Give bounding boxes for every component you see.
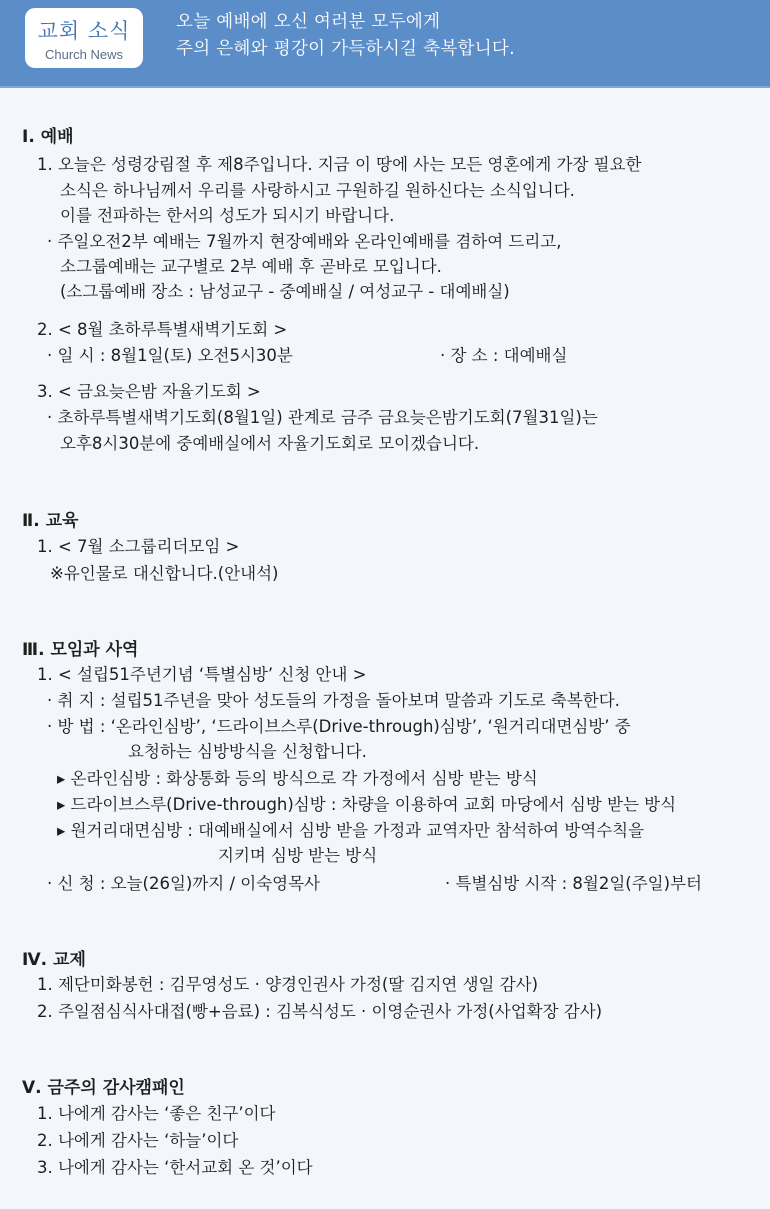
worship-item-2-place: · 장 소 : 대예배실 — [440, 346, 568, 365]
worship-item-1-line-3: 이를 전파하는 한서의 성도가 되시기 바랍니다. — [60, 206, 395, 225]
worship-item-3-line-1: · 초하루특별새벽기도회(8월1일) 관계로 금주 금요늦은밤기도회(7월31일)는 — [47, 408, 598, 427]
section-title-education: Ⅱ. 교육 — [22, 511, 79, 531]
worship-item-2-datetime: · 일 시 : 8월1일(토) 오전5시30분 — [47, 346, 293, 365]
worship-bullet-line-3: (소그룹예배 장소 : 남성교구 - 중예배실 / 여성교구 - 대예배실) — [60, 282, 510, 301]
worship-item-3-line-2: 오후8시30분에 중예배실에서 자율기도회로 모이겠습니다. — [60, 434, 480, 453]
ministry-apply: · 신 청 : 오늘(26일)까지 / 이숙영목사 — [47, 874, 320, 893]
education-item-1-note: ※유인물로 대신합니다.(안내석) — [50, 564, 279, 583]
greeting-line-2: 주의 은혜와 평강이 가득하시길 축복합니다. — [176, 39, 516, 59]
worship-item-2-title: 2. < 8월 초하루특별새벽기도회 > — [37, 320, 288, 339]
tag-title-korean: 교회 소식 — [37, 19, 131, 43]
section-title-fellowship: Ⅳ. 교제 — [22, 950, 86, 970]
ministry-method-line-2: 요청하는 심방방식을 신청합니다. — [128, 742, 367, 761]
ministry-online-visit: ▸ 온라인심방 : 화상통화 등의 방식으로 각 가정에서 심방 받는 방식 — [57, 769, 538, 788]
worship-bullet-line-2: 소그룹예배는 교구별로 2부 예배 후 곧바로 모입니다. — [60, 257, 442, 276]
worship-item-1-line-2: 소식은 하나님께서 우리를 사랑하시고 구원하길 원하신다는 소식입니다. — [60, 181, 575, 200]
ministry-distance-visit-line-2: 지키며 심방 받는 방식 — [218, 846, 378, 865]
thanks-item-3: 3. 나에게 감사는 ‘한서교회 온 것’이다 — [37, 1158, 313, 1177]
fellowship-item-2: 2. 주일점심식사대접(빵+음료) : 김복식성도 · 이영순권사 가정(사업확장 감사) — [37, 1002, 603, 1021]
education-item-1-title: 1. < 7월 소그룹리더모임 > — [37, 537, 240, 556]
fellowship-item-1: 1. 제단미화봉헌 : 김무영성도 · 양경인권사 가정(딸 김지연 생일 감사) — [37, 975, 539, 994]
ministry-item-1-title: 1. < 설립51주년기념 ‘특별심방’ 신청 안내 > — [37, 665, 367, 684]
ministry-purpose: · 취 지 : 설립51주년을 맞아 성도들의 가정을 돌아보며 말씀과 기도로 축복한다. — [47, 691, 620, 710]
section-title-worship: Ⅰ. 예배 — [22, 127, 74, 147]
tag-title-english: Church News — [44, 47, 124, 62]
ministry-visit-start: · 특별심방 시작 : 8월2일(주일)부터 — [445, 874, 702, 893]
section-title-thanks-campaign: Ⅴ. 금주의 감사캠패인 — [22, 1078, 185, 1098]
ministry-drive-through-visit: ▸ 드라이브스루(Drive-through)심방 : 차량을 이용하여 교회 마당에서 심방 받는 방식 — [57, 795, 677, 814]
worship-item-3-title: 3. < 금요늦은밤 자율기도회 > — [37, 382, 261, 401]
header-banner — [0, 0, 770, 88]
greeting — [176, 9, 515, 63]
section-title-ministry: Ⅲ. 모임과 사역 — [22, 640, 139, 660]
worship-bullet-line-1: · 주일오전2부 예배는 7월까지 현장예배와 온라인예배를 겸하여 드리고, — [47, 232, 562, 251]
greeting-line-1: 오늘 예배에 오신 여러분 모두에게 — [176, 12, 441, 32]
ministry-method-line-1: · 방 법 : ‘온라인심방’, ‘드라이브스루(Drive-through)심방’, ‘원거리대면심방’ 중 — [47, 717, 631, 736]
thanks-item-2: 2. 나에게 감사는 ‘하늘’이다 — [37, 1131, 239, 1150]
church-news-tag — [25, 8, 143, 68]
thanks-item-1: 1. 나에게 감사는 ‘좋은 친구’이다 — [37, 1104, 276, 1123]
ministry-distance-visit-line-1: ▸ 원거리대면심방 : 대예배실에서 심방 받을 가정과 교역자만 참석하여 방역수칙을 — [57, 821, 645, 840]
worship-item-1-line-1: 1. 오늘은 성령강림절 후 제8주입니다. 지금 이 땅에 사는 모든 영혼에게 가장 필요한 — [37, 155, 642, 174]
